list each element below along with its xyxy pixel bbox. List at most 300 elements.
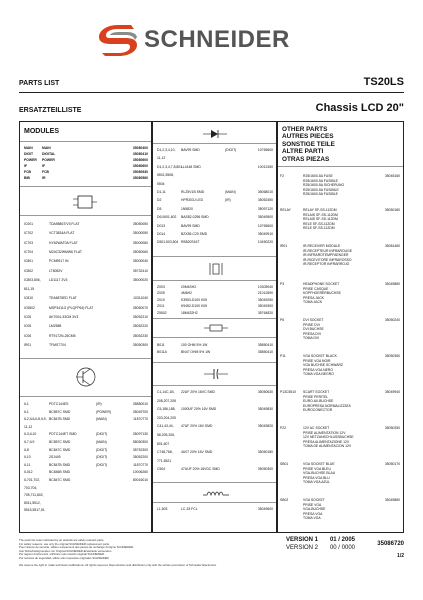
other-part-description: PRISE PERITEL — [303, 394, 329, 399]
part-number: 10305940 — [257, 285, 273, 289]
page-header — [0, 0, 423, 78]
part-description: RT9172N-25CM5 — [49, 333, 76, 338]
position-ref: IL11 — [24, 462, 31, 467]
position-ref: D014 — [157, 232, 166, 236]
other-part-description: IR-INFRAROTEMPFAENGER — [303, 253, 349, 258]
board-ref: (DIGIT) — [96, 447, 108, 452]
capacitor-symbol-icon — [203, 367, 229, 381]
position-ref: D1,2,3,4,7,8,801, — [157, 164, 184, 169]
other-part-description: IR-RECEPTOR INFRARROJO — [303, 262, 350, 267]
part-description: 22UF 20% 16VC SMD — [181, 390, 215, 394]
part-number: 35049910 — [257, 232, 273, 236]
part-description: M24C32WMW6 FLAT — [49, 249, 82, 254]
position-ref: C504 — [157, 467, 166, 472]
part-description: BAV99 SMD — [181, 223, 200, 228]
part-number: 11870770 — [133, 462, 148, 467]
part-number: 35850410 — [257, 343, 273, 347]
part-description: 4U07 20% 16V SMD — [181, 450, 213, 455]
part-description: LL4148 SMD — [181, 164, 201, 169]
part-number: 35050060 — [132, 249, 148, 254]
other-part-description: PRESA ALIMENTAZIONE 12V — [303, 439, 350, 444]
other-part-description: PRESA JACK — [303, 295, 324, 300]
other-part-description: VGA BUCHSE SCHWARZ — [303, 363, 344, 368]
other-part-ref: IR01 — [280, 244, 288, 248]
part-number: 10765600 — [257, 223, 273, 228]
part-number: 35752300 — [132, 447, 148, 452]
position-ref: 5501,5508, — [157, 173, 174, 178]
other-part-description: PRISE VGA BLEU — [303, 466, 331, 471]
part-description: BAS82-0256 SMD — [181, 215, 209, 220]
page-number: 1/2 — [397, 553, 404, 559]
modules-divider — [20, 141, 151, 142]
position-ref: IC803,806, — [24, 277, 41, 282]
position-ref: IR01 — [24, 342, 32, 347]
position-ref: IC703 — [24, 240, 34, 245]
part-description: 47UUF 20% 16VDC SMD — [181, 467, 220, 472]
position-ref: IC06 — [24, 333, 32, 338]
part-number: 10012450 — [257, 164, 273, 169]
position-ref: IL10 — [24, 455, 31, 460]
position-ref: D2 — [157, 198, 162, 203]
part-number: 35732410 — [132, 268, 148, 273]
position-ref: IC05 — [24, 315, 32, 319]
part-number: 35052230 — [132, 333, 148, 338]
position-ref: 5504 — [157, 181, 165, 186]
ersatzteilliste-label: ERSATZTEILLISTE — [19, 107, 82, 114]
module-code: MAIN — [24, 146, 33, 150]
part-description: BC847B SMD — [49, 417, 71, 422]
position-ref: IC5502 — [24, 305, 35, 310]
position-ref: IC802 — [24, 268, 34, 273]
part-description: BC847C SMD — [49, 478, 71, 482]
position-ref: IL2,IL6,IL8,IL9, — [24, 417, 47, 422]
part-number: 35050630 — [257, 390, 273, 394]
other-part-description: SCART SOCKET — [303, 390, 330, 394]
part-number: 35052220 — [132, 324, 148, 329]
other-part-description: TOMA VGA — [303, 516, 321, 521]
other-parts-title: OTHER PARTS — [282, 126, 328, 133]
resistor-symbol-icon — [203, 323, 229, 333]
board-ref: (POWER) — [96, 409, 112, 414]
part-description: BC847B SMD — [49, 462, 71, 467]
position-ref: C41,43,44, — [157, 424, 174, 429]
position-ref: 208,207,208 — [157, 398, 176, 403]
part-description: 20M4SH2 — [181, 285, 197, 289]
other-part-description: KOPFHOERERBUCHSE — [303, 291, 341, 296]
position-ref: IL7,IL9 — [24, 440, 35, 444]
module-name: POWER — [42, 158, 55, 162]
section-divider — [20, 215, 151, 216]
position-ref: Z011 — [157, 304, 165, 309]
part-number: 35049600 — [257, 507, 273, 511]
other-part-ref: F2 — [280, 174, 284, 178]
module-name: DIGITAL — [42, 152, 56, 156]
part-description: BC847C SMD — [49, 447, 71, 452]
part-number: 35068010 — [257, 190, 273, 194]
other-part-number: 35081460 — [384, 244, 400, 248]
part-number: 35880010 — [132, 402, 148, 406]
part-number: 35050050 — [132, 222, 148, 226]
position-ref: D1,11 — [157, 190, 166, 194]
board-ref: (DIGIT) — [96, 462, 108, 467]
part-description: VCT3834A FLAT — [49, 231, 75, 236]
part-number: 35049700 — [132, 409, 148, 414]
other-part-description: TOMA DE ALIMENTACION 12V — [303, 444, 352, 449]
other-part-description: VGA-BUCHSE — [303, 507, 326, 512]
module-code: FCB — [24, 170, 31, 174]
board-ref: (DIGIT) — [96, 455, 108, 460]
other-parts-title: SONSTIGE TEILE — [282, 140, 335, 148]
board-ref: (MAIN) — [96, 417, 107, 422]
other-parts-title: OTRAS PIEZAS — [282, 155, 330, 163]
part-description: PCM9917 IN — [49, 259, 69, 264]
part-number: 35049300 — [257, 304, 273, 309]
other-part-description: DVI SOCKET — [303, 318, 324, 322]
transistor-symbol-icon — [72, 364, 100, 390]
part-number: 35764820 — [257, 310, 273, 315]
part-number: 35052450 — [257, 198, 273, 203]
part-number: 10006260 — [132, 470, 148, 475]
part-description: TFMS7704 — [49, 342, 66, 347]
other-part-description: TOMA JACK — [303, 300, 323, 305]
part-number: 35000060 — [132, 240, 148, 245]
board-ref: (IR) — [96, 402, 102, 406]
position-ref: Z010 — [157, 297, 165, 302]
other-part-ref: SB02 — [280, 498, 289, 502]
section-divider — [153, 362, 276, 363]
part-description: BC857C SMD — [49, 409, 71, 414]
module-name: FCB — [42, 170, 49, 174]
other-part-description: R25/1600-5A SICHERUNG — [303, 183, 345, 188]
section-divider — [153, 280, 276, 281]
crystal-symbol-icon — [205, 261, 227, 277]
coil-symbol-icon — [201, 488, 231, 498]
part-number: 35097130 — [132, 432, 148, 437]
other-part-description: PRESA VGA — [303, 511, 323, 516]
module-code: IF — [24, 164, 28, 168]
legal-notice: We reserve the right to make technical modifications. All rights reserved. Reproduction and distribution only with the written permission of Schneider Electronics. — [19, 563, 217, 567]
other-part-description: HEADPHONE SOCKET — [303, 282, 340, 286]
position-ref: 703,704, — [24, 485, 38, 490]
section-divider — [153, 385, 276, 386]
other-part-description: R25/1600-5A FUSIBLE — [303, 178, 338, 183]
position-ref: IC704 — [24, 249, 34, 254]
other-part-number: 35050170 — [384, 462, 400, 466]
position-ref: 8011,5512, — [24, 500, 41, 505]
part-description: 2SJ449 — [49, 455, 61, 460]
other-part-description: PRISE DVI — [303, 322, 320, 327]
brand-logo — [96, 22, 290, 58]
position-ref: D013 — [157, 223, 166, 228]
part-number: 21012690 — [257, 291, 273, 296]
position-ref: C1,14C,1B, — [157, 390, 175, 394]
other-part-description: EUROCONECTOR — [303, 408, 333, 413]
module-part-number: 35080400 — [132, 146, 148, 150]
other-part-description: 12V AC SOCKET — [303, 426, 330, 430]
schneider-logo-icon — [96, 23, 140, 57]
other-part-description: VGA SOCKET — [303, 498, 325, 502]
position-ref: D5 — [157, 206, 162, 211]
ic-symbol-icon — [70, 193, 100, 211]
other-part-description: PRISE ALIMENTATION 12V — [303, 430, 346, 435]
module-part-number: 35080600 — [132, 158, 148, 162]
other-part-description: IR-RECEIVER MODULE — [303, 244, 341, 248]
other-part-number: 35050180 — [384, 208, 400, 212]
other-part-description: RELE SF-SS-112DM — [303, 221, 335, 226]
part-description: MSP3411G (PLQFP64) FLAT — [49, 305, 94, 310]
part-description: RLZ5V1B SMD — [181, 190, 205, 194]
other-part-description: PRESA VGA NERO — [303, 367, 333, 372]
position-ref: IL012 — [24, 470, 33, 475]
other-part-ref: P13C5510 — [280, 390, 297, 394]
position-ref: IC001 — [24, 222, 34, 226]
part-number: 35050180 — [257, 450, 273, 455]
part-description: AK7004-33CM 3V3 — [49, 315, 79, 319]
position-ref: D6,0601,602 — [157, 215, 177, 220]
other-part-description: TOMA DVI — [303, 336, 320, 341]
column-modules — [19, 121, 152, 533]
position-ref: 5515,5517,51 — [24, 508, 45, 513]
part-description: 4M6H2 — [181, 291, 192, 296]
position-ref: B011 — [157, 343, 165, 347]
other-part-ref: P11 — [280, 354, 286, 358]
other-part-number: 35050350 — [384, 354, 400, 358]
section-divider — [20, 358, 151, 359]
section-divider — [153, 502, 276, 503]
part-description: 47UF 20% 16V SMD — [181, 424, 213, 429]
part-number: 10765600 — [257, 148, 273, 152]
part-description: 1000UF 20% 16V SMD — [181, 407, 217, 412]
position-ref: 801,607 — [157, 441, 170, 446]
footnote-line: Pour raisons de securite, utiliser uniquement des pieces de rechange d'origine SCHNEIDER. — [19, 545, 134, 550]
part-number: 35000040 — [132, 259, 148, 264]
other-part-ref: RELAY — [280, 208, 291, 212]
document-number: 35086720 — [377, 541, 404, 547]
position-ref: D1,2,3,4,10, — [157, 148, 176, 152]
subtitle-row — [19, 103, 404, 117]
board-ref: (DIGIT) — [225, 148, 237, 152]
modules-heading: MODULES — [24, 128, 59, 135]
other-part-description: PRISE VGA — [303, 502, 322, 507]
position-ref: Z5502 — [157, 310, 167, 315]
other-part-description: PRESA DVI — [303, 331, 321, 336]
position-ref: IC05 — [24, 324, 32, 329]
part-number: 35049500 — [257, 215, 273, 220]
part-number: 35050070 — [132, 305, 148, 310]
part-description: 100 OHM 5% 1W — [181, 343, 208, 347]
module-part-number: 35080600 — [132, 164, 148, 168]
part-description: PDTC144ES — [49, 402, 69, 406]
other-part-description: RELAY SF-SS-112DM — [303, 208, 337, 212]
position-ref: 811,15 — [24, 287, 35, 292]
position-ref: 705,711,802, — [24, 493, 44, 498]
footnote-line: Aus Sicherheitsgruenden nur Original-SCHNEIDER-Ersatzteile verwenden. — [19, 548, 113, 553]
position-ref: IC810 — [24, 296, 34, 301]
section-divider — [153, 318, 276, 319]
module-part-number: 35080560 — [132, 176, 148, 180]
part-description: BC846B SMD — [49, 470, 71, 475]
footnote-line: The parts list notes indicated by an asterisk are safety relevant parts. — [19, 538, 105, 542]
other-part-description: DVI BUCHSE — [303, 327, 324, 332]
module-name: IF — [42, 164, 46, 168]
other-part-ref: P22 — [280, 426, 287, 430]
module-part-number: 35080530 — [132, 170, 148, 174]
other-part-number: 35049880 — [384, 282, 400, 286]
other-part-description: RELE SF-SS-112DM — [303, 226, 335, 231]
other-part-description: RELAIS SF-SS-112DM — [303, 217, 338, 222]
board-ref: (MAIN) — [225, 190, 236, 194]
part-description: K3953-D100 K05 — [181, 297, 208, 302]
part-number: 80016010 — [132, 478, 148, 482]
section-divider — [20, 186, 151, 187]
footnote-line: Por razones de seguridad, utilice solo repuestos originales SCHNEIDER. — [19, 556, 110, 560]
other-part-number: 35049880 — [384, 498, 400, 502]
other-part-description: R25/1600-5A FUSIBLE — [303, 192, 338, 197]
other-part-number: 35050250 — [384, 426, 400, 430]
position-ref: Z005 — [157, 291, 165, 296]
position-ref: IL3,IL10 — [24, 432, 37, 437]
other-part-number: 35050240 — [384, 318, 400, 322]
parts-list-label: PARTS LIST — [19, 80, 60, 87]
other-part-description: 12V NETZANSCHLUSSBUCHSE — [303, 435, 354, 440]
section-divider — [153, 143, 276, 144]
position-ref: D501,503,504 — [157, 240, 179, 245]
other-parts-divider — [278, 166, 403, 167]
part-description: HY62WAT0A FLAT — [49, 240, 78, 245]
position-ref: C5,186,188, — [157, 407, 176, 412]
position-ref: IC801 — [24, 259, 34, 264]
section-divider — [153, 337, 276, 338]
part-number: 35097120 — [257, 206, 273, 211]
position-ref: IL1 — [24, 409, 29, 414]
version-2-label: VERSION 2 — [285, 545, 318, 551]
other-part-ref: P6 — [280, 318, 285, 322]
chassis-name: Chassis LCD 20" — [315, 102, 404, 114]
section-divider — [20, 396, 151, 397]
part-number: 35050300 — [132, 342, 148, 347]
module-part-number: 35080410 — [132, 152, 148, 156]
module-code: POWER — [24, 158, 37, 162]
position-ref: C748,768, — [157, 450, 173, 455]
position-ref: 11,12 — [157, 156, 166, 161]
brand-name: SCHNEIDER — [144, 26, 290, 53]
part-number: 35049250 — [257, 297, 273, 302]
part-number: 58050300 — [132, 440, 148, 444]
position-ref: 11,12 — [24, 424, 33, 429]
part-number: 35000050 — [132, 231, 148, 236]
version-1-label: VERSION 1 — [285, 537, 318, 543]
model-name: TS20LS — [363, 76, 404, 88]
other-parts-title: ALTRE PARTI — [282, 148, 324, 156]
diode-symbol-icon — [201, 128, 229, 140]
module-name: MAIN — [42, 146, 51, 150]
part-number: 35050300 — [257, 467, 273, 472]
part-description: LC-33 FCL — [181, 507, 198, 511]
other-part-description: VGA-BUCHSE BLAU — [303, 471, 336, 476]
position-ref: IL701,702, — [24, 478, 41, 482]
other-part-description: RELAIS SF-SS-112DM — [303, 212, 338, 217]
board-ref: (MAIN) — [96, 440, 107, 444]
part-number: 35052200 — [132, 455, 148, 460]
part-description: TEA6875ED FLAT — [49, 296, 77, 301]
part-number: 35052210 — [132, 315, 148, 319]
part-description: RB520S16T — [181, 240, 200, 245]
other-part-number: 35045160 — [384, 174, 400, 178]
other-part-ref: P3 — [280, 282, 285, 286]
part-description: BN47 OHM 5% 1W — [181, 350, 211, 354]
version-1-date: 01 / 2005 — [329, 537, 355, 543]
other-part-description: PRISE CASQUE — [303, 286, 329, 291]
other-part-description: PRISE VGA NOIR — [303, 358, 331, 363]
position-ref: 203,204,205 — [157, 415, 176, 420]
part-description: HPR303J LED — [181, 198, 204, 203]
other-part-description: IR-RICEVITORE INFRAROSSO — [303, 257, 352, 262]
other-part-description: PRESA VGA BLU — [303, 475, 330, 480]
other-part-ref: SB01 — [280, 462, 289, 466]
module-code: DIGIT — [24, 152, 34, 156]
part-description: K9452-D100 K05 — [181, 304, 208, 309]
other-part-description: TOMA VGA AZUL — [303, 480, 330, 485]
part-number: 10450220 — [257, 240, 273, 245]
board-ref: (IR) — [225, 198, 231, 203]
part-number: 35049820 — [257, 424, 273, 429]
part-description: PDTC144ET SMD — [49, 432, 77, 437]
position-ref: B011A — [157, 350, 167, 354]
position-ref: IL1 — [24, 402, 29, 406]
part-description: LT8052V — [49, 268, 63, 273]
other-parts-title: AUTRES PIECES — [282, 133, 334, 141]
footnote-line: For safety reasons, use only the original SCHNEIDER replacement parts. — [19, 541, 110, 546]
column-other-parts — [277, 121, 404, 533]
part-description: BZX55-C20 SMD — [181, 232, 208, 236]
footnote-line: Per ragioni di sicurezza, utilizzare solo ricambi originali SCHNEIDER. — [19, 552, 105, 557]
part-number: 11870770 — [133, 417, 148, 422]
other-part-description: VGA SOCKET BLUE — [303, 462, 335, 466]
position-ref: 771,5521 — [157, 458, 172, 463]
module-name: IR — [42, 176, 46, 180]
part-description: BC857C SMD — [49, 440, 71, 444]
version-2-date: 00 / 0000 — [329, 545, 355, 551]
part-number: 35850410 — [257, 350, 273, 354]
part-number: 35000020 — [132, 277, 148, 282]
position-ref: IC702 — [24, 231, 34, 236]
section-divider — [153, 482, 276, 483]
part-description: LD1117 2V3 — [49, 277, 68, 282]
other-part-description: R25/1600-5A FUSE — [303, 174, 333, 178]
other-part-description: TOMA VGA NEGRO — [303, 372, 334, 377]
title-divider — [19, 92, 404, 93]
part-description: TDA9886T/V3 FLAT — [49, 222, 80, 226]
part-description: LM2588 — [49, 324, 62, 329]
section-divider — [153, 256, 276, 257]
column-components — [152, 121, 277, 533]
other-part-description: EUROPRESA NORMALIZZATA — [303, 403, 351, 408]
other-part-description: VGA SOCKET BLACK — [303, 354, 337, 358]
part-description: 1N5820 — [181, 206, 193, 211]
position-ref: IL8 — [24, 447, 29, 452]
other-part-number: 35049940 — [384, 390, 400, 394]
other-part-description: IR-RECEPTEUR INFRAROUGE — [303, 248, 352, 253]
other-part-description: EURO-AV-BUCHSE — [303, 399, 334, 404]
board-ref: (DIGIT) — [96, 432, 108, 437]
module-code: BIB — [24, 176, 30, 180]
position-ref: 58,205,206, — [157, 433, 175, 437]
part-description: 18M432H2 — [181, 310, 198, 315]
other-part-description: R25/1600-5A FUSIBILE — [303, 187, 339, 192]
part-number: 10311040 — [133, 296, 148, 301]
position-ref: L1,503 — [157, 507, 168, 511]
position-ref: Z003 — [157, 285, 165, 289]
